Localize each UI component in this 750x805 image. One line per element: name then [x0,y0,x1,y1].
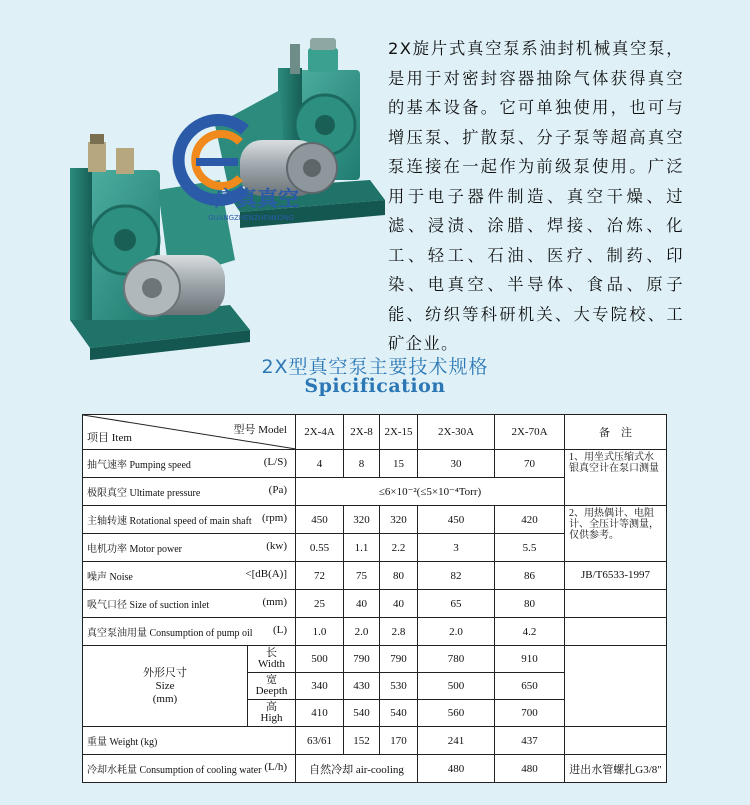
table-cell: 30 [418,450,495,478]
table-cell: 80 [495,590,565,618]
table-cell: 340 [296,673,344,700]
table-cell: 86 [495,562,565,590]
table-cell: 410 [296,700,344,727]
water-inlet-note: 进出水管螺扎G3/8" [565,755,667,783]
table-cell: 152 [344,727,380,755]
table-cell: 70 [495,450,565,478]
table-cell: 450 [296,506,344,534]
logo-chinese-text: 广真真空 [215,187,299,211]
table-cell: 320 [344,506,380,534]
table-cell: 700 [495,700,565,727]
product-description: 2X旋片式真空泵系油封机械真空泵，是用于对密封容器抽除气体获得真空的基本设备。它可单独使用，也可与增压泵、扩散泵、分子泵等超高真空泵连接在一起作为前级泵使用。广泛用于电子器件制造、真空干燥、过滤、浸渍、涂腊、焊接、冶炼、化工、轻工、石油、医疗、制药、印染、电真空、半导体、食品、原子能、纺织等科研机关、大专院校、工矿企业。 [388,39,684,353]
table-row [83,727,667,755]
table-cell: 560 [418,700,495,727]
table-cell: 530 [380,673,418,700]
remark-note-1: 1、用坐式压缩式水银真空计在泵口测量 [565,450,667,506]
row-label: 真空泵油用量 Consumption of pump oil (L) [83,618,296,646]
model-header: 2X-15 [380,415,418,450]
table-cell: 3 [418,534,495,562]
table-cell: 4.2 [495,618,565,646]
small-pump-illustration [70,134,250,360]
table-cell: 75 [344,562,380,590]
model-item-header [83,415,296,450]
table-row [83,590,667,618]
ultimate-pressure-value: ≤6×10⁻²(≤5×10⁻⁴Torr) [296,478,565,506]
table-header-row [83,415,667,450]
air-cooling-cell: 自然冷却 air-cooling [296,755,418,783]
row-label: 噪声 Noise <[dB(A)] [83,562,296,590]
table-cell: 80 [380,562,418,590]
row-label: 电机功率 Motor power (kw) [83,534,296,562]
table-row [83,618,667,646]
logo-english-text: GUANGZHENZHENKONG [208,214,294,222]
table-cell: 2.8 [380,618,418,646]
table-row [83,646,667,673]
model-label: 型号 Model [233,424,287,436]
table-cell: 790 [344,646,380,673]
table-row [83,506,667,534]
table-cell: 420 [495,506,565,534]
row-label: 冷却水耗量 Consumption of cooling water (L/h) [83,755,296,783]
table-cell: 63/61 [296,727,344,755]
table-cell: 40 [344,590,380,618]
table-cell: 780 [418,646,495,673]
table-cell: 500 [418,673,495,700]
table-cell: 241 [418,727,495,755]
spec-title-english: Spicification [304,375,446,397]
size-length-label: 长 Width [248,646,296,673]
size-height-label: 高 High [248,700,296,727]
empty-remark [565,618,667,646]
table-cell: 4 [296,450,344,478]
table-cell: 500 [296,646,344,673]
table-cell: 25 [296,590,344,618]
item-label: 项目 Item [87,432,132,444]
table-row [83,562,667,590]
table-cell: 1.0 [296,618,344,646]
table-row [83,755,667,783]
size-width-label: 宽 Deepth [248,673,296,700]
table-cell: 430 [344,673,380,700]
table-cell: 540 [344,700,380,727]
table-cell: 790 [380,646,418,673]
table-cell: 450 [418,506,495,534]
model-header: 2X-8 [344,415,380,450]
table-cell: 5.5 [495,534,565,562]
table-cell: 650 [495,673,565,700]
table-cell: 2.0 [418,618,495,646]
model-header: 2X-70A [495,415,565,450]
spec-title-chinese: 2X型真空泵主要技术规格 [261,356,489,378]
empty-remark [565,727,667,755]
table-row [83,450,667,478]
table-cell: 170 [380,727,418,755]
table-cell: 910 [495,646,565,673]
model-header: 2X-4A [296,415,344,450]
table-cell: 320 [380,506,418,534]
table-cell: 437 [495,727,565,755]
empty-remark [565,590,667,618]
empty-remark [565,646,667,727]
row-label: 抽气速率 Pumping speed (L/S) [83,450,296,478]
spec-table [82,414,667,783]
row-label: 吸气口径 Size of suction inlet (mm) [83,590,296,618]
row-label: 重量 Weight (kg) [83,727,296,755]
table-cell: 0.55 [296,534,344,562]
table-cell: 540 [380,700,418,727]
vacuum-pump-photo [40,30,400,360]
model-header: 2X-30A [418,415,495,450]
table-cell: 72 [296,562,344,590]
table-cell: 1.1 [344,534,380,562]
table-cell: 2.2 [380,534,418,562]
table-cell: 40 [380,590,418,618]
table-cell: 8 [344,450,380,478]
row-label: 主轴转速 Rotational speed of main shaft (rpm) [83,506,296,534]
table-cell: 65 [418,590,495,618]
standard-code: JB/T6533-1997 [565,562,667,590]
table-cell: 82 [418,562,495,590]
size-label: 外形尺寸 Size (mm) [83,646,248,727]
table-cell: 480 [495,755,565,783]
remarks-header: 备 注 [565,415,667,450]
table-cell: 480 [418,755,495,783]
row-label: 极限真空 Ultimate pressure (Pa) [83,478,296,506]
remark-note-2: 2、用热偶计、电阻计、全压计等测量，仅供参考。 [565,506,667,562]
table-cell: 15 [380,450,418,478]
table-cell: 2.0 [344,618,380,646]
